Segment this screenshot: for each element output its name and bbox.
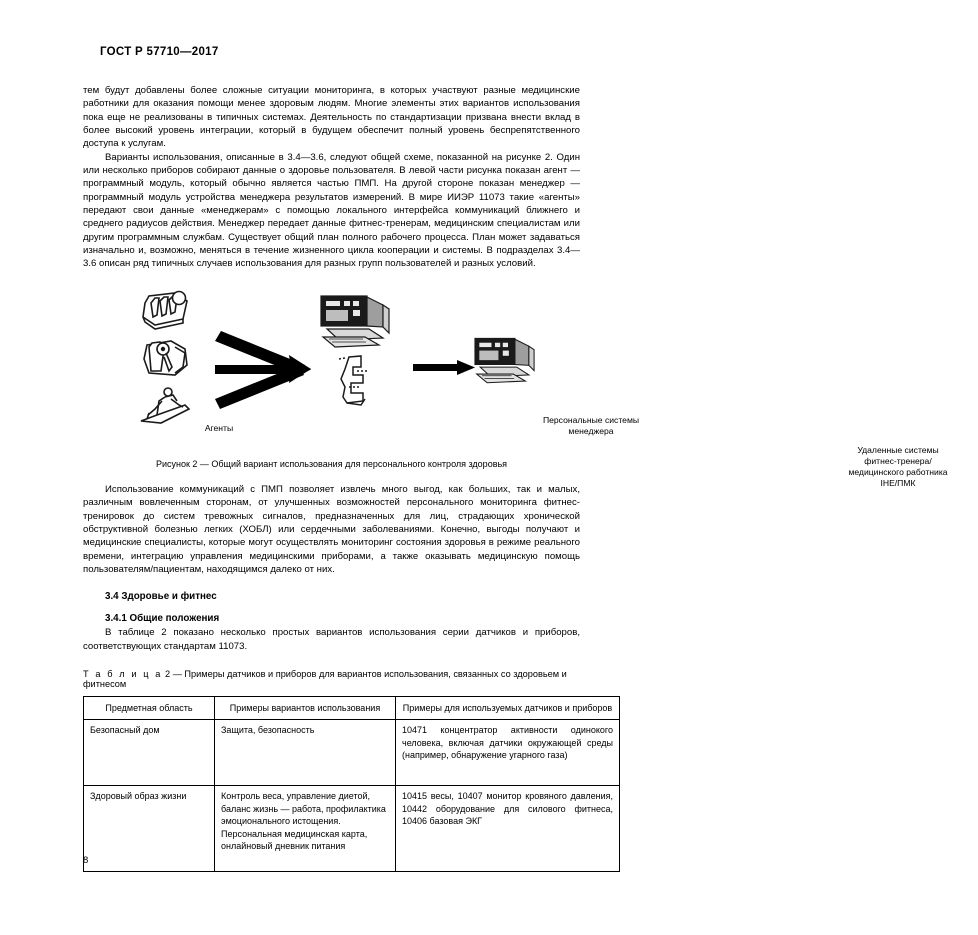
- table-2: [83, 696, 620, 872]
- table-row: [84, 720, 620, 786]
- label-remote-systems: [818, 445, 978, 489]
- manager-icon-column: [313, 293, 640, 436]
- page-header: ГОСТ Р 57710—2017: [100, 46, 219, 58]
- section-heading-3-4-1: 3.4.1 Общие положения: [105, 613, 220, 625]
- medical-device-icon: [327, 353, 397, 411]
- table-header-cell-devices: Примеры для используемых датчиков и приборов: [396, 696, 620, 719]
- label-remote-line3: медицинского работника: [848, 466, 948, 477]
- label-manager-line2: менеджера: [568, 425, 614, 436]
- desktop-computer-icon: [313, 293, 405, 351]
- label-manager-line1: Персональные системы: [542, 414, 640, 425]
- cell-usecases: Защита, безопасность: [215, 720, 396, 786]
- table-header: [84, 696, 620, 719]
- cell-devices: 10415 весы, 10407 монитор кровяного давления, 10442 оборудование для силового фитнеса, 10406 базовая ЭКГ: [396, 786, 620, 872]
- table-caption-text: 2 — Примеры датчиков и приборов для вариантов использования, связанных со здоровьем и фитнесом: [83, 668, 567, 689]
- label-remote-line1: Удаленные системы: [857, 444, 939, 455]
- label-agents: Агенты: [204, 422, 234, 433]
- table-header-cell-usecases: Примеры вариантов использования: [215, 696, 396, 719]
- figure-caption: Рисунок 2 — Общий вариант использования для персонального контроля здоровья: [155, 458, 508, 469]
- figure-2: [83, 287, 948, 488]
- label-remote-line4: IHE/ПМК: [880, 477, 916, 488]
- blood-pressure-monitor-icon: [135, 337, 197, 379]
- desktop-computer-icon: [468, 335, 548, 387]
- table-caption: [83, 669, 580, 689]
- arrow-4: [413, 364, 461, 371]
- label-manager-systems: [491, 415, 691, 437]
- paragraph-4: В таблице 2 показано несколько простых вариантов использования серии датчиков и приборов, соответствующих стандартам 11073.: [83, 627, 580, 652]
- table-header-row: [84, 696, 620, 719]
- paragraph-1: тем будут добавлены более сложные ситуации мониторинга, в которых участвуют разные медицинские работники для оказания помощи менее здоровым людям. Многие элементы этих вариантов использования пока еще не реализованы в типичных системах. Деятельность по стандартизации призвана внести вклад в более высокий уровень интеграции, который в будущем обеспечит полный уровень беспрепятственного доступа к услугам.: [83, 85, 580, 150]
- table-body: [84, 720, 620, 872]
- label-remote-line2: фитнес-тренера/: [864, 455, 932, 466]
- cell-usecases: Контроль веса, управление диетой, баланс жизнь — работа, профилактика эмоционального истощения. Персональная медицинская карта, онлайновый дневник питания: [215, 786, 396, 872]
- page-number: 8: [83, 855, 89, 866]
- paragraph-2: Варианты использования, описанные в 3.4—3.6, следуют общей схеме, показанной на рисунке 2. Один или несколько приборов собирают данные о здоровье пользователя. В левой части рисунка показан агент — программный модуль, который обычно является частью ПМП. На другой стороне показан менеджер — программный модуль устройства менеджера результатов измерений. В мире ИИЭР 11073 такие «агенты» передают свои данные «менеджерам» с помощью локального интерфейса коммуникаций ближнего и среднего радиусов действия. Менеджер передает данные фитнес-тренерам, медицинским специалистам или другим программным службам. Существует общий план полного рабочего процесса. План может задаваться изначально и, возможно, меняться в течение жизненного цикла кооперации и системы. В подразделах 3.4—3.6 описан ряд типичных случаев использования для разных групп пользователей и разных условий.: [83, 151, 580, 270]
- paragraph-3: Использование коммуникаций с ПМП позволяет извлечь много выгод, как больших, так и малых, различным вовлеченным сторонам, от улучшенных возможностей персонального мониторинга фитнес-тренировок до систем тревожных сигналов, предназначенных для лиц, страдающих хронической обструктивной болезнью легких (ХОБЛ) или сердечными заболеваниями. Конечно, выгоды получают и медицинские специалисты, которые могут осуществлять мониторинг состояния здоровья в режиме реального времени, интеграцию управления медицинскими приборами, а также оказывать медицинскую помощь пользователям/пациентам, находящимся далеко от них.: [83, 483, 580, 575]
- agents-icon-column: [135, 289, 234, 433]
- table-caption-label: Т а б л и ц а: [83, 668, 163, 679]
- page-content: [83, 84, 948, 872]
- table-header-cell-domain: Предметная область: [84, 696, 215, 719]
- cell-domain: Безопасный дом: [84, 720, 215, 786]
- section-heading-3-4: 3.4 Здоровье и фитнес: [105, 591, 217, 603]
- treadmill-icon: [135, 385, 197, 427]
- cell-domain: Здоровый образ жизни: [84, 786, 215, 872]
- weight-scale-icon: [135, 289, 197, 331]
- cell-devices: 10471 концентратор активности одинокого человека, включая датчики окружающей среды (например, обнаружение угарного газа): [396, 720, 620, 786]
- arrow-3-head: [289, 363, 311, 383]
- table-row: [84, 786, 620, 872]
